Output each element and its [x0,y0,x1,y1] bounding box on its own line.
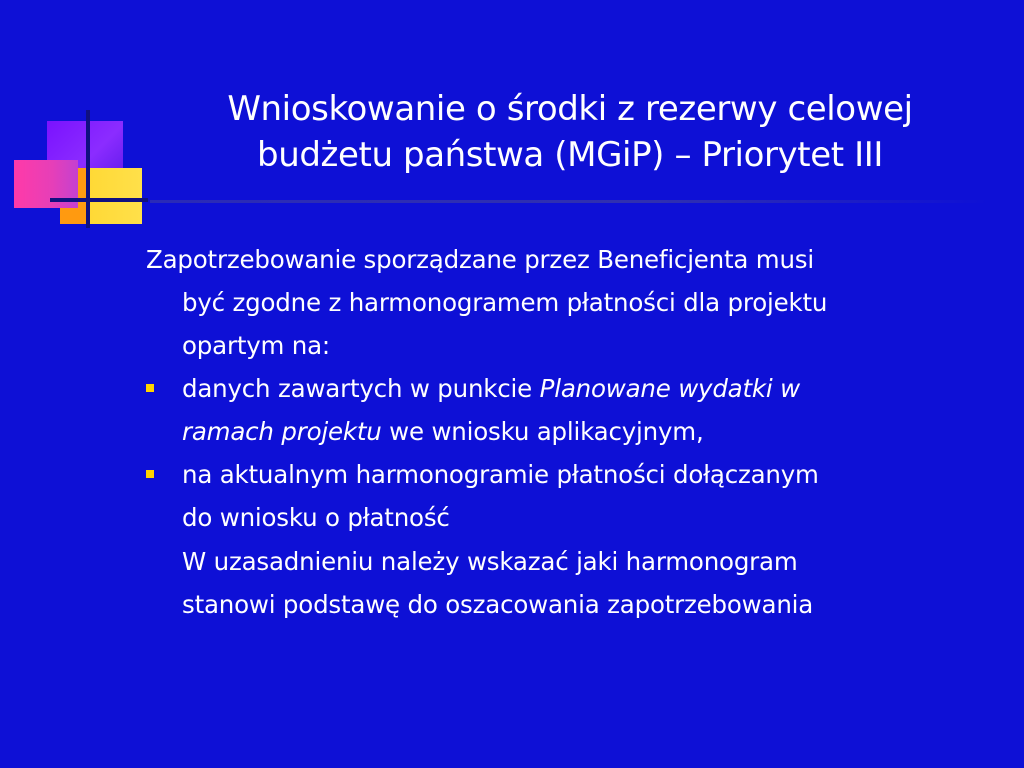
bullet-1-italic-1: Planowane wydatki w [539,374,800,403]
bullet-item [146,453,996,539]
ornament-vertical-line [86,110,90,228]
intro-line-1: Zapotrzebowanie sporządzane przez Beneficjenta musi [146,245,814,274]
square-bullet-icon [146,384,154,392]
bullet-2-line-1: na aktualnym harmonogramie płatności dołączanym [182,460,819,489]
bullet-item [146,367,996,453]
intro-paragraph [146,238,996,367]
note-line-1: W uzasadnieniu należy wskazać jaki harmonogram [182,547,798,576]
note-paragraph [146,540,996,626]
bullet-1-suffix: we wniosku aplikacyjnym, [381,417,704,446]
slide-body [146,238,996,626]
slide-title [120,86,1020,178]
title-divider [150,200,990,203]
bullet-1-prefix: danych zawartych w punkcie [182,374,540,403]
title-line-2: budżetu państwa (MGiP) – Priorytet III [257,135,883,175]
intro-line-3: opartym na: [182,331,330,360]
bullet-1-italic-2: ramach projektu [182,417,382,446]
square-bullet-icon [146,470,154,478]
bullet-2-line-2: do wniosku o płatność [182,503,450,532]
note-line-2: stanowi podstawę do oszacowania zapotrzebowania [182,590,814,619]
ornament-horizontal-line [50,198,148,202]
intro-line-2: być zgodne z harmonogramem płatności dla projektu [182,288,828,317]
title-line-1: Wnioskowanie o środki z rezerwy celowej [227,89,913,129]
